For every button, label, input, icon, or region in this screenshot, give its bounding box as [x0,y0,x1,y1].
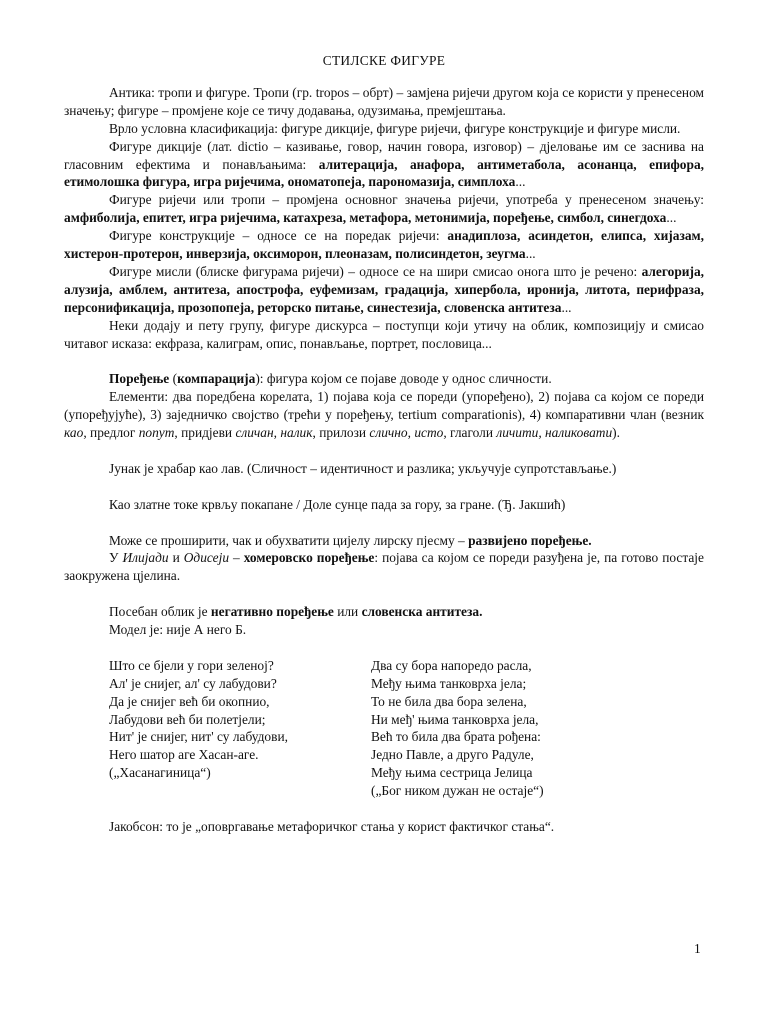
paragraph [64,532,704,550]
paragraph [64,191,704,227]
text-run: ... [666,210,677,226]
poem-columns [64,657,704,800]
italic-term: сличан [235,425,274,441]
italic-term: исто [414,425,444,441]
italic-term: Одисеји [183,550,230,566]
text-run: Јакобсон: то је „оповргавање метафоричког стања у корист фактичког стања“. [109,818,555,834]
text-run: Фигуре конструкције – односе се на поредак ријечи: [109,228,448,244]
poem-line: Једно Павле, а друго Радуле, [371,747,534,763]
italic-term: личити, наликовати [496,425,613,441]
text-run: Посебан облик је [109,604,211,620]
paragraph [64,227,704,263]
poem-line: Ал' је снијег, ал' су лабудови? [109,675,277,691]
poem-line: Нит' је снијег, нит' су лабудови, [109,729,288,745]
text-run: , [273,425,281,441]
text-run: Може се проширити, чак и обухватити цијелу лирску пјесму – [109,532,469,548]
text-run: Фигуре дикције (лат. dictio – казивање, говор, начин говора, изговор) – дјеловање им се заснива на гласовним ефектима и понављањима: [64,138,704,172]
text-run: ): фигура којом се појаве доводе у однос сличности. [255,371,552,387]
paragraph [64,460,704,478]
text-run: Јунак је храбар као лав. (Сличност – идентичност и разлика; укључује супротстављање.) [109,460,617,476]
paragraph [64,120,704,138]
poem-line: Него шатор аге Хасан-аге. [109,747,259,763]
poem-left-column [64,657,371,800]
text-run: , предлог [83,425,139,441]
paragraph-gap [64,800,704,818]
text-run: ... [515,174,526,190]
text-run: Као златне токе крвљу покапане / Доле сунце пада за гору, за гране. (Ђ. Јакшић) [109,496,566,512]
poem-line: Ни међ' њима танковрха јела, [371,711,539,727]
paragraph [64,84,704,120]
paragraph [64,388,704,442]
italic-term: слично [369,425,408,441]
paragraph [64,263,704,317]
text-run: У [109,550,123,566]
text-run: или [333,604,362,620]
paragraph [64,818,704,836]
text-run: – [229,550,244,566]
poem-line: Што се бјели у гори зеленој? [109,657,274,673]
document-body [64,84,704,836]
text-run: , придјеви [174,425,236,441]
paragraph [64,549,704,585]
text-run: , глаголи [443,425,497,441]
paragraph [64,370,704,388]
poem-line: („Бог ником дужан не остаје“) [371,783,544,799]
text-run: Фигуре ријечи или тропи – промјена основног значења ријечи, употреба у пренесеном значењу: [109,192,704,208]
text-run: и [168,550,184,566]
text-run: ... [525,246,536,262]
text-run: Врло условна класификација: фигуре дикције, фигуре ријечи, фигуре конструкције и фигуре мисли. [109,120,681,136]
paragraph [64,496,704,514]
bold-term: компарација [177,371,256,387]
document-title: СТИЛСКЕ ФИГУРЕ [322,53,446,68]
text-run: Неки додају и пету групу, фигуре дискурса – поступци који утичу на облик, композицију и смисао читавог исказа: екфраза, калиграм, опис, понављање, портрет, пословица... [64,317,704,351]
document-page [64,46,704,836]
poem-right-column [371,657,671,800]
bold-term: алитерација, анафора, антиметабола, асонанца, епифора, етимолошка фигура, игра ријечима, ономатопеја, парономазија, симплоха [64,156,704,190]
text-run: ). [612,425,620,441]
text-run: : појава са којом се пореди разуђена је, па готово постаје заокружена цјелина. [64,550,704,584]
poem-line: Лабудови већ би полетјели; [109,711,266,727]
paragraph-gap [64,514,704,532]
text-run: , [407,425,415,441]
paragraph-gap [64,478,704,496]
text-run: Антика: тропи и фигуре. Тропи (гр. tropos – обрт) – замјена ријечи другом која се користи у пренесеном значењу; фигуре – промјене које се тичу додавања, одузимања, премјештања. [64,84,704,118]
poem-line: Већ то била два брата рођена: [371,729,541,745]
paragraph [64,621,704,639]
paragraph [64,317,704,353]
bold-term: словенска антитеза. [361,604,483,620]
poem-line: Међу њима танковрха јела; [371,675,527,691]
text-run: Модел је: није А него Б. [109,622,247,638]
paragraph [64,138,704,192]
bold-term: алегорија, алузија, амблем, антитеза, апострофа, еуфемизам, градација, хипербола, иронија, литота, перифраза, персонификација, прозопопеја, реторско питање, синестезија, словенска антитеза [64,263,704,315]
poem-line: („Хасанагиница“) [109,765,211,781]
text-run: Фигуре мисли (блиске фигурама ријечи) – односе се на шири смисао онога што је речено: [109,263,642,279]
bold-term: анадиплоза, асиндетон, елипса, хијазам, хистерон-протерон, инверзија, оксиморон, плеоназам, полисиндетон, зеугма [64,228,705,262]
page-number: 1 [694,941,701,956]
paragraph-gap [64,353,704,371]
italic-term: налик [280,425,313,441]
italic-term: Илијади [122,550,169,566]
italic-term: као [64,425,84,441]
bold-term: негативно поређење [210,604,334,620]
bold-term: хомеровско поређење [243,550,375,566]
text-run: , прилози [312,425,370,441]
bold-term: развијено поређење. [468,532,592,548]
text-run: Елементи: два поредбена корелата, 1) појава која се пореди (упоређено), 2) појава са којом се пореди (упоређујуће), 3) заједничко својство (трећи у поређењу, tertium comparationis), 4) компаративни члан (везник [64,389,704,423]
paragraph-gap [64,585,704,603]
text-run: ... [561,299,572,315]
bold-term: Поређење [109,371,170,387]
bold-term: амфиболија, епитет, игра ријечима, катахреза, метафора, метонимија, поређење, симбол, синегдоха [64,210,667,226]
text-run: ( [169,371,178,387]
paragraph-gap [64,639,704,657]
poem-line: Међу њима сестрица Јелица [371,765,533,781]
paragraph-gap [64,442,704,460]
poem-line: Два су бора напоредо расла, [371,657,532,673]
poem-line: Да је снијег већ би окопнио, [109,693,270,709]
paragraph [64,603,704,621]
poem-line: То не била два бора зелена, [371,693,527,709]
italic-term: попут [138,425,175,441]
